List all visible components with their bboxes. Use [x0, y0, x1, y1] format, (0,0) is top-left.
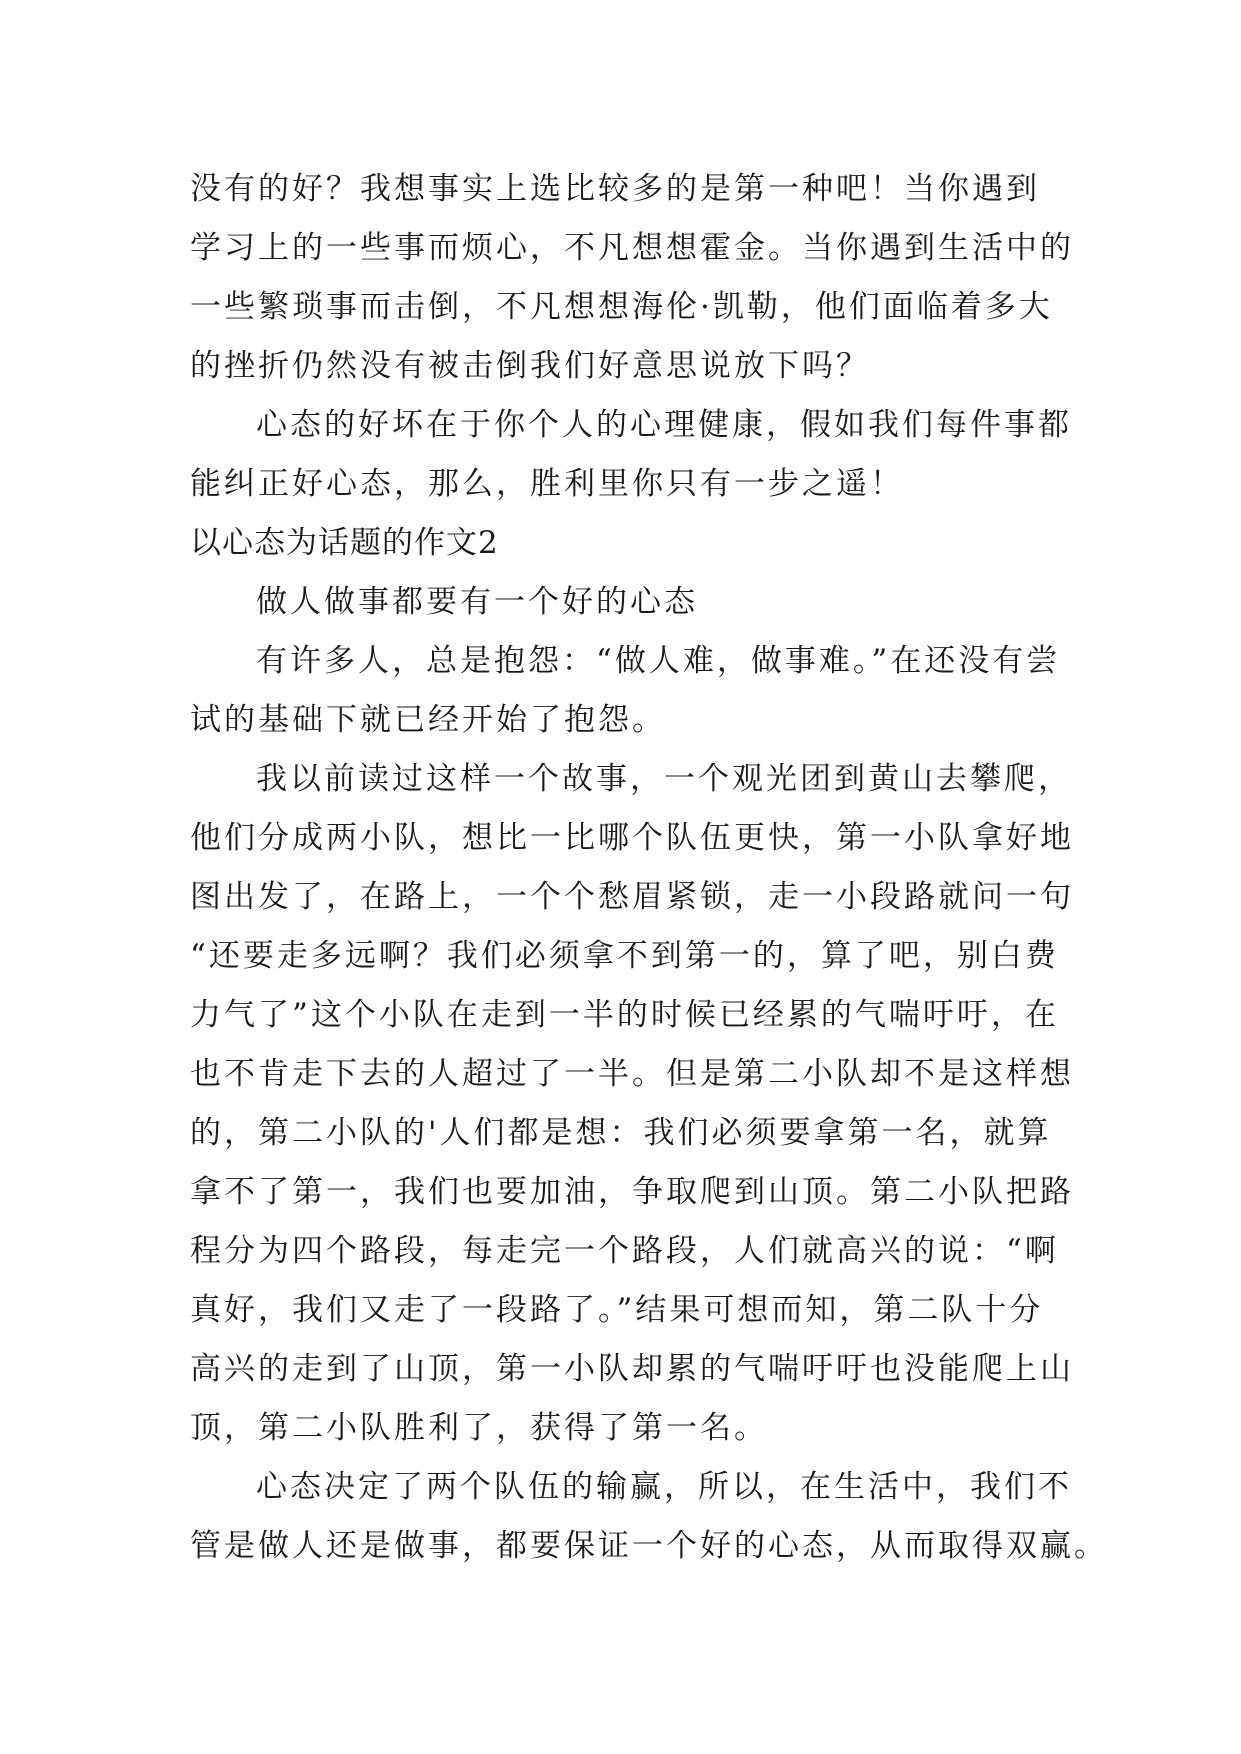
text-line: 的挫折仍然没有被击倒我们好意思说放下吗？ [190, 348, 870, 384]
text-line: 他们分成两小队，想比一比哪个队伍更快，第一小队拿好地 [190, 820, 1074, 856]
text-line: 真好，我们又走了一段路了。”结果可想而知，第二队十分 [190, 1292, 1044, 1328]
text-line: 的，第二小队的'人们都是想：我们必须要拿第一名，就算 [190, 1115, 1052, 1151]
text-line: 也不肯走下去的人超过了一半。但是第二小队却不是这样想 [190, 1056, 1074, 1092]
text-line: 程分为四个路段，每走完一个路段，人们就高兴的说：“啊 [190, 1233, 1059, 1269]
text-line: 管是做人还是做事，都要保证一个好的心态，从而取得双赢。 [190, 1528, 1108, 1564]
text-line: 能纠正好心态，那么，胜利里你只有一步之遥！ [190, 466, 904, 502]
paragraph-start-line: 心态的好坏在于你个人的心理健康，假如我们每件事都 [256, 407, 1072, 443]
document-body [190, 160, 1108, 1576]
text-line: 试的基础下就已经开始了抱怨。 [190, 702, 666, 738]
paragraph-start-line: 我以前读过这样一个故事，一个观光团到黄山去攀爬， [256, 761, 1072, 797]
text-line: 拿不了第一，我们也要加油，争取爬到山顶。第二小队把路 [190, 1174, 1074, 1210]
paragraph-start-line: 有许多人，总是抱怨：“做人难，做事难。”在还没有尝 [256, 643, 1061, 679]
text-line: 力气了”这个小队在走到一半的时候已经累的气喘吁吁，在 [190, 997, 1059, 1033]
essay-heading: 以心态为话题的作文2 [190, 525, 499, 561]
essay-title: 做人做事都要有一个好的心态 [256, 584, 698, 620]
text-line: “还要走多远啊？我们必须拿不到第一的，算了吧，别白费 [190, 938, 1059, 974]
paragraph-start-line: 心态决定了两个队伍的输赢，所以，在生活中，我们不 [256, 1469, 1072, 1505]
text-line: 顶，第二小队胜利了，获得了第一名。 [190, 1410, 768, 1446]
text-line: 一些繁琐事而击倒，不凡想想海伦·凯勒，他们面临着多大 [190, 289, 1053, 325]
text-line: 高兴的走到了山顶，第一小队却累的气喘吁吁也没能爬上山 [190, 1351, 1074, 1387]
text-line: 没有的好？我想事实上选比较多的是第一种吧！当你遇到 [190, 171, 1040, 207]
text-line: 学习上的一些事而烦心，不凡想想霍金。当你遇到生活中的 [190, 230, 1074, 266]
text-line: 图出发了，在路上，一个个愁眉紧锁，走一小段路就问一句 [190, 879, 1074, 915]
